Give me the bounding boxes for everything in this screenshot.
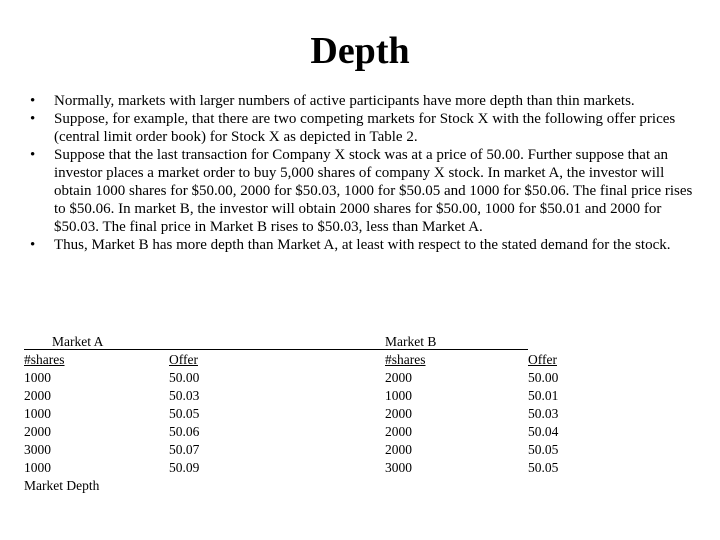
bullet-dot-icon: • xyxy=(30,93,36,109)
slide-title: Depth xyxy=(310,30,410,72)
bullet-text: Normally, markets with larger numbers of active participants have more depth than thin markets. xyxy=(54,93,635,109)
market-b-header-rule xyxy=(364,349,528,350)
table-cell: 50.00 xyxy=(528,370,559,385)
bullet-text: Suppose that the last transaction for Company X stock was at a price of 50.00. Further suppose that an investor places a market order to buy 5,000 shares of company X stock. In market A, the investor will obtain 1000 shares for $50.00, 2000 for $50.03, 1000 for $50.05 and 1000 for $50.06. The final price rises to $50.06. In market B, the investor will obtain 2000 shares for $50.00, 1000 for $50.01 and 2000 for $50.03. The final price in Market B rises to $50.03, less than Market A. xyxy=(54,147,693,235)
table-cell: 50.06 xyxy=(169,424,200,439)
bullet-item xyxy=(30,110,700,146)
table-cell: 50.05 xyxy=(528,442,559,457)
table-cell: 2000 xyxy=(385,406,412,421)
bullet-dot-icon: • xyxy=(30,237,36,253)
market-a-header-rule xyxy=(24,349,364,350)
bullet-list xyxy=(30,92,700,254)
table-cell: 1000 xyxy=(24,406,51,421)
table-cell: 50.03 xyxy=(169,388,200,403)
table-cell: 50.07 xyxy=(169,442,200,457)
table-cell: 1000 xyxy=(24,370,51,385)
table-cell: 2000 xyxy=(24,388,51,403)
table-cell: 50.04 xyxy=(528,424,559,439)
table-cell: 2000 xyxy=(385,442,412,457)
market-a-label: Market A xyxy=(52,334,104,349)
bullet-text: Thus, Market B has more depth than Market A, at least with respect to the stated demand for the stock. xyxy=(54,237,671,253)
table-cell: 2000 xyxy=(385,370,412,385)
table-cell: 2000 xyxy=(24,424,51,439)
market-a-offer-column xyxy=(169,351,199,477)
bullet-item xyxy=(30,236,700,254)
bullet-dot-icon: • xyxy=(30,147,36,163)
market-a-shares-column xyxy=(24,351,99,495)
table-cell: 50.09 xyxy=(169,460,200,475)
market-b-offer-column xyxy=(528,351,558,477)
market-a-shares-header: #shares xyxy=(24,352,65,367)
table-cell: 50.03 xyxy=(528,406,559,421)
bullet-item xyxy=(30,146,700,236)
table-cell: 3000 xyxy=(385,460,412,475)
market-b-shares-header: #shares xyxy=(385,352,426,367)
table-caption: Market Depth xyxy=(24,478,100,493)
market-b-shares-column xyxy=(385,351,426,477)
market-b-offer-header: Offer xyxy=(528,352,557,367)
table-cell: 50.01 xyxy=(528,388,559,403)
table-cell: 1000 xyxy=(385,388,412,403)
market-a-offer-header: Offer xyxy=(169,352,198,367)
table-cell: 50.05 xyxy=(528,460,559,475)
bullet-item xyxy=(30,92,700,110)
market-b-label: Market B xyxy=(385,334,437,349)
table-cell: 50.00 xyxy=(169,370,200,385)
table-cell: 3000 xyxy=(24,442,51,457)
bullet-text: Suppose, for example, that there are two competing markets for Stock X with the following offer prices (central limit order book) for Stock X as depicted in Table 2. xyxy=(54,111,676,145)
table-cell: 50.05 xyxy=(169,406,200,421)
bullet-dot-icon: • xyxy=(30,111,36,127)
table-cell: 1000 xyxy=(24,460,51,475)
table-cell: 2000 xyxy=(385,424,412,439)
